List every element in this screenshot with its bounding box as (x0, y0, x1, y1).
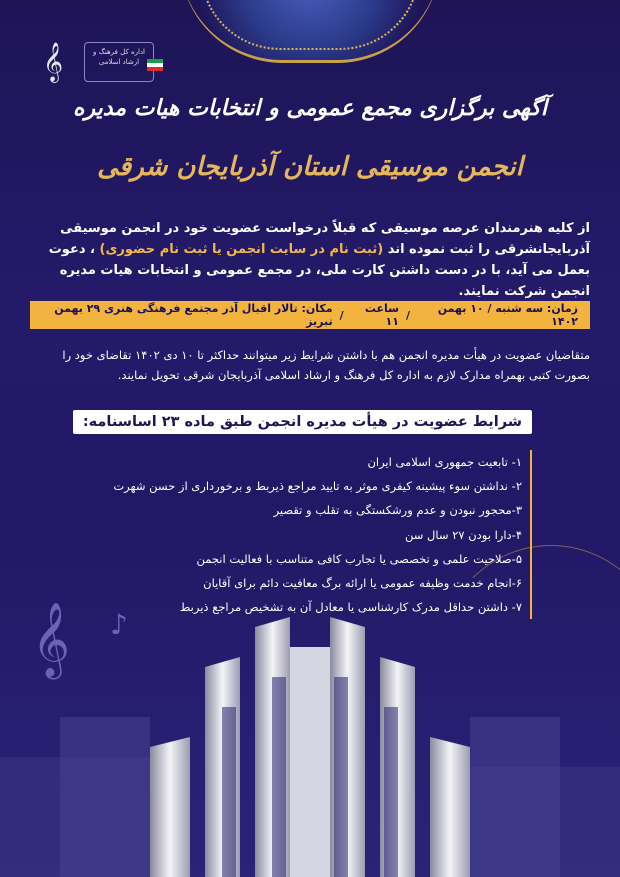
headline: آگهی برگزاری مجمع عمومی و انتخابات هیات مدیره (73, 95, 547, 121)
gov-logo-label: اداره کل فرهنگ و ارشاد اسلامی (92, 48, 146, 66)
background-block (60, 717, 150, 877)
condition-item: ۵-صلاحیت علمی و تخصصی یا تجارب کافی متناسب با فعالیت انجمن (196, 551, 522, 566)
association-name: انجمن موسیقی استان آذربایجان شرقی (97, 152, 523, 182)
event-date: زمان: سه شنبه / ۱۰ بهمن ۱۴۰۲ (437, 302, 578, 328)
separator: / (405, 308, 411, 322)
condition-item: ۳-محجور نبودن و عدم ورشکستگی به تقلب و تقصیر (273, 503, 522, 518)
iran-flag-icon (147, 59, 163, 71)
music-association-logo-icon: 𝄞 (42, 42, 64, 82)
intro-highlight: (ثبت نام در سایت انجمن یا ثبت نام حضوری) (99, 242, 384, 257)
government-logo (84, 42, 154, 82)
condition-item: ۷- داشتن حداقل مدرک کارشناسی یا معادل آن به تشخیص مراجع ذیربط (179, 600, 522, 615)
condition-item: ۶-انجام خدمت وظیفه عمومی یا ارائه برگ معافیت دائم برای آقایان (203, 576, 522, 591)
event-place: مکان: تالار اقبال آذر مجتمع فرهنگی هنری ۲۹ بهمن تبریز (54, 302, 333, 328)
top-ornament (180, 0, 440, 63)
music-note-icon: ♪ (110, 608, 128, 641)
condition-item: ۲- نداشتن سوء پیشینه کیفری موثر به تایید مراجع ذیربط و برخورداری از حسن شهرت (113, 479, 522, 494)
candidacy-note: متقاضیان عضویت در هیأت مدیره انجمن هم با داشتن شرایط زیر میتوانند حداکثر تا ۱۰ دی ۱۴۰۲ تقاضای خود را بصورت کتبی بهمراه مدارک لازم به اداره کل فرهنگ و ارشاد اسلامی آذربایجان شرقی تحویل نمایند. (62, 348, 590, 382)
background-block (470, 717, 560, 877)
condition-item: ۴-دارا بودن ۲۷ سال سن (405, 527, 522, 542)
intro-part1: از کلیه هنرمندان عرصه موسیقی که قبلاً درخواست عضویت خود در انجمن موسیقی آذربایجانشرقی را ثبت نموده اند (60, 221, 590, 257)
intro-part2: ، دعوت بعمل می آید، با در دست داشتن کارت ملی، در مجمع عمومی و انتخابات هیات مدیره انجمن شرکت نمایند. (48, 242, 590, 299)
event-time: ساعت ۱۱ (364, 302, 399, 328)
conditions-title: شرایط عضویت در هیأت مدیره انجمن طبق ماده ۲۳ اساسنامه: (73, 410, 532, 434)
intro-paragraph (30, 218, 590, 302)
condition-item: ۱- تابعیت جمهوری اسلامی ایران (367, 455, 522, 469)
event-info-bar (30, 301, 590, 329)
building-skyline (0, 603, 620, 877)
monument (150, 617, 470, 877)
treble-clef-icon: 𝄞 (32, 603, 70, 677)
separator: / (339, 308, 344, 322)
logos (38, 32, 154, 92)
